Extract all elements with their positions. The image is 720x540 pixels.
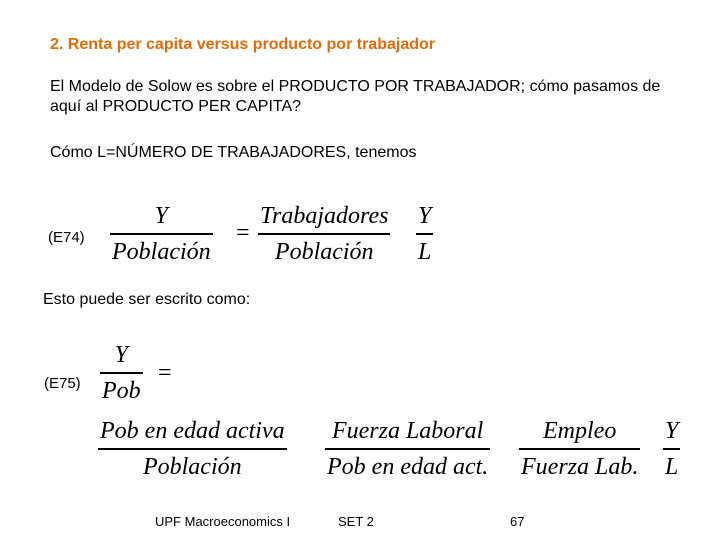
e74-frac2-denominator: Población	[274, 238, 374, 265]
e75-term4-denominator: L	[665, 453, 679, 480]
e74-frac1-numerator: Y	[154, 203, 168, 229]
footer-course: UPF Macroeconomics I	[155, 514, 291, 529]
e75-equals-sign: =	[158, 360, 172, 386]
e75-lhs-numerator: Y	[114, 342, 129, 368]
e75-fraction-fuerza-laboral	[325, 418, 490, 480]
e75-term1-denominator: Población	[142, 453, 242, 480]
e75-fraction-y-l	[663, 418, 680, 480]
equation-e74-label: (E74)	[48, 229, 85, 246]
e75-term2-numerator: Fuerza Laboral	[331, 418, 484, 444]
e75-term3-denominator: Fuerza Lab.	[521, 453, 639, 480]
e75-fraction-empleo	[519, 418, 640, 480]
e74-frac1-denominator: Población	[112, 238, 211, 265]
e75-fraction-y-pob	[100, 342, 143, 404]
intro-paragraph: El Modelo de Solow es sobre el PRODUCTO POR TRABAJADOR; cómo pasamos de aquí al PRODUCTO PER CAPITA?	[50, 78, 661, 115]
e75-fraction-pob-edad-activa	[98, 418, 287, 480]
footer-page-number: 67	[510, 514, 525, 529]
rewrite-paragraph: Esto puede ser escrito como:	[43, 291, 251, 308]
e74-frac2-numerator: Trabajadores	[260, 203, 389, 229]
e74-frac3-numerator: Y	[418, 203, 432, 229]
e75-term2-denominator: Pob en edad act.	[327, 453, 489, 480]
e74-fraction-y-poblacion	[110, 203, 213, 265]
e75-term4-numerator: Y	[665, 418, 679, 444]
e75-term1-numerator: Pob en edad activa	[100, 418, 285, 444]
workers-paragraph: Cómo L=NÚMERO DE TRABAJADORES, tenemos	[50, 144, 417, 161]
e75-lhs-denominator: Pob	[102, 377, 141, 404]
equation-e75-label: (E75)	[44, 375, 81, 392]
e74-equals-sign: =	[236, 220, 250, 246]
e74-fraction-trabajadores-poblacion	[258, 203, 390, 265]
e74-fraction-y-l	[416, 203, 433, 265]
e74-frac3-denominator: L	[418, 238, 432, 265]
slide-title: 2. Renta per capita versus producto por trabajador	[50, 36, 435, 53]
e75-term3-numerator: Empleo	[543, 418, 617, 444]
footer-set: SET 2	[338, 514, 374, 529]
